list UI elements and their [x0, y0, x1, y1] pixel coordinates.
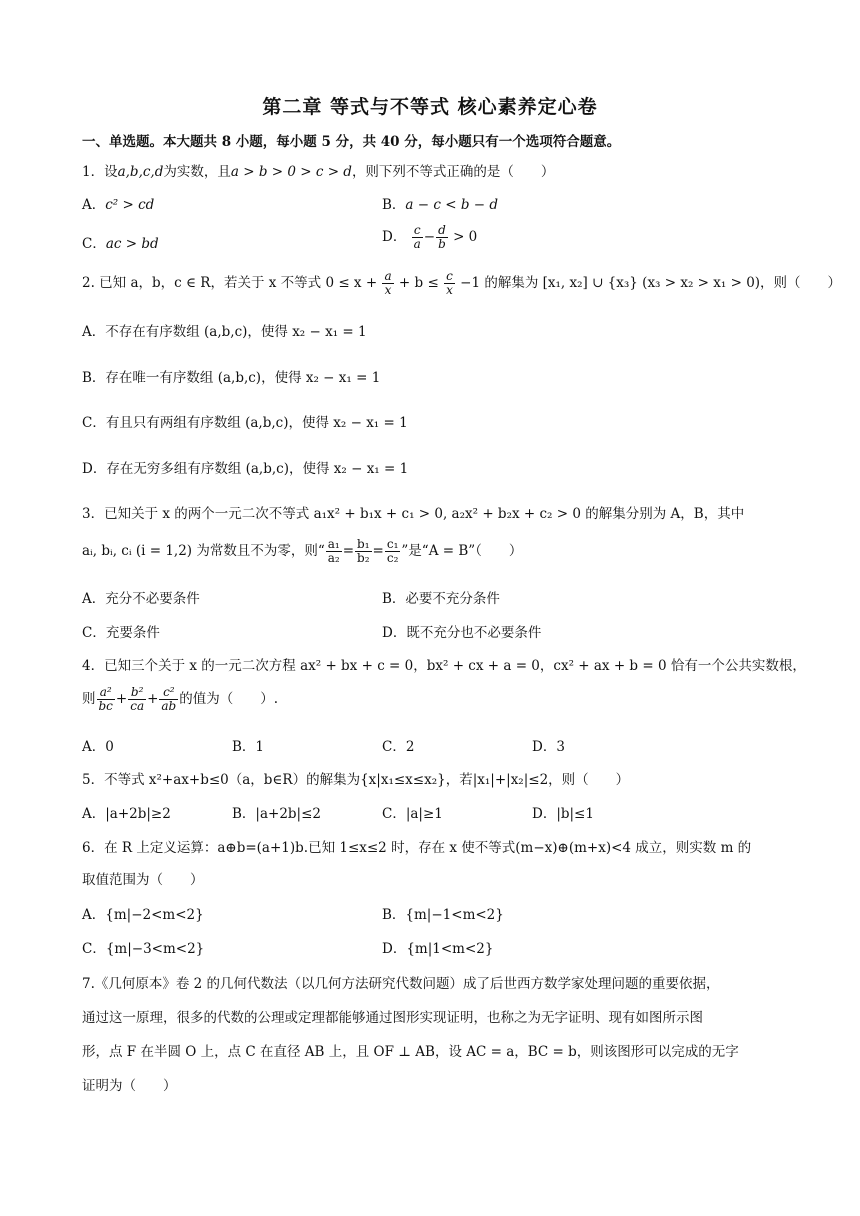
q1-d-den1: a	[413, 237, 421, 251]
question-6-stem-line-2: 取值范围为（ ）	[82, 872, 204, 888]
q4-frac-3	[159, 686, 178, 713]
q1-condition: a > b > 0 > c > d	[230, 164, 352, 180]
q4-f2d: ca	[130, 699, 145, 713]
question-7-line-1: 7.《几何原本》卷 2 的几何代数法（以几何方法研究代数问题）成了后世西方数学家处理问题的重要依据，	[82, 976, 720, 992]
q2-option-a[interactable]: A．不存在有序数组 (a,b,c)，使得 x₂ − x₁ = 1	[82, 324, 367, 340]
q1-option-c-expr: ac > bd	[105, 236, 159, 252]
q3-frac-b	[355, 538, 372, 565]
q4-f3n: c²	[163, 685, 175, 699]
q3-stem-b: ”是“A = B”（ ）	[401, 543, 523, 559]
q3-option-c[interactable]: C．充要条件	[82, 625, 160, 641]
q2-stem-c: −1 的解集为 [x₁, x₂] ∪ {x₃} (x₃ > x₂ > x₁ > 0)，则（ ）	[460, 275, 842, 291]
question-2-stem	[82, 270, 841, 297]
q1-option-b[interactable]	[382, 193, 498, 213]
q1-option-a-expr: c² > cd	[105, 197, 155, 213]
q1-stem-b: 为实数，且	[163, 164, 231, 180]
q1-option-a-label: A．	[82, 197, 106, 213]
q4-option-a[interactable]: A．0	[82, 739, 114, 755]
question-7-line-4: 证明为（ ）	[82, 1078, 177, 1094]
q4-f3d: ab	[161, 699, 177, 713]
q2-frac2-den: x	[446, 283, 453, 297]
q3-option-a[interactable]: A．充分不必要条件	[82, 591, 200, 607]
q1-d-frac-2	[436, 224, 448, 251]
q1-option-d-label: D．	[382, 229, 407, 245]
q2-frac1-den: x	[384, 283, 392, 297]
q6-option-b[interactable]: B．{m|−1<m<2}	[382, 907, 504, 923]
q4-frac-1	[97, 686, 115, 713]
q1-d-rest: > 0	[453, 229, 478, 245]
q3-eq-1: =	[342, 543, 355, 559]
q3-option-b[interactable]: B．必要不充分条件	[382, 591, 500, 607]
q1-option-c[interactable]	[82, 232, 159, 252]
q6-option-a[interactable]: A．{m|−2<m<2}	[82, 907, 204, 923]
q2-option-b[interactable]: B．存在唯一有序数组 (a,b,c)，使得 x₂ − x₁ = 1	[82, 370, 381, 386]
q3-f3d: c₂	[386, 551, 399, 565]
q3-f1d: a₂	[327, 551, 340, 565]
q4-option-b[interactable]: B．1	[232, 739, 265, 755]
question-3-stem-line-1: 3．已知关于 x 的两个一元二次不等式 a₁x² + b₁x + c₁ > 0, a₂x² + b₂x + c₂ > 0 的解集分别为 A，B，其中	[82, 506, 745, 522]
question-7-line-3: 形，点 F 在半圆 O 上，点 C 在直径 AB 上，且 OF ⊥ AB，设 AC = a，BC = b，则该图形可以完成的无字	[82, 1044, 739, 1060]
q1-d-den2: b	[438, 237, 446, 251]
q1-stem-c: ，则下列不等式正确的是（ ）	[351, 164, 555, 180]
q2-option-c[interactable]: C．有且只有两组有序数组 (a,b,c)，使得 x₂ − x₁ = 1	[82, 415, 408, 431]
q6-option-c[interactable]: C．{m|−3<m<2}	[82, 941, 205, 957]
q2-stem-a: 2. 已知 a，b，c ∈ R，若关于 x 不等式 0 ≤ x +	[82, 275, 378, 291]
q3-option-d[interactable]: D．既不充分也不必要条件	[382, 625, 542, 641]
q4-option-c[interactable]: C．2	[382, 739, 415, 755]
q2-frac1-num: a	[384, 269, 392, 283]
q1-d-frac-1	[412, 224, 423, 251]
q5-option-d[interactable]: D．|b|≤1	[532, 806, 594, 822]
q1-option-a[interactable]	[82, 193, 154, 213]
q4-frac-2	[128, 686, 146, 713]
q1-d-num1: c	[413, 223, 421, 237]
q4-stem-a: 则	[82, 691, 96, 707]
q2-frac-1	[382, 270, 393, 297]
question-6-stem-line-1: 6．在 R 上定义运算：a⊕b=(a+1)b.已知 1≤x≤2 时，存在 x 使不等式(m−x)⊕(m+x)<4 成立，则实数 m 的	[82, 840, 752, 856]
question-7-line-2: 通过这一原理，很多的代数的公理或定理都能够通过图形实现证明，也称之为无字证明、现有如图所示图	[82, 1010, 703, 1026]
question-4-stem-line-2	[82, 686, 278, 713]
q2-option-d[interactable]: D．存在无穷多组有序数组 (a,b,c)，使得 x₂ − x₁ = 1	[82, 461, 409, 477]
question-3-stem-line-2	[82, 538, 522, 565]
q4-plus-2: +	[147, 691, 159, 707]
q1-stem-a: 1．设	[82, 164, 118, 180]
q3-f1n: a₁	[327, 537, 340, 551]
q3-f2n: b₁	[357, 537, 370, 551]
question-5-stem: 5．不等式 x²+ax+b≤0（a，b∈R）的解集为{x|x₁≤x≤x₂}，若|x₁|+|x₂|≤2，则（ ）	[82, 772, 630, 788]
q3-f2d: b₂	[357, 551, 370, 565]
q5-option-c[interactable]: C．|a|≥1	[382, 806, 443, 822]
q1-d-minus: −	[423, 229, 436, 245]
q1-option-b-expr: a − c < b − d	[405, 197, 498, 213]
q5-option-b[interactable]: B．|a+2b|≤2	[232, 806, 322, 822]
section-heading: 一、单选题。本大题共 8 小题，每小题 5 分，共 40 分，每小题只有一个选项符合题意。	[82, 134, 621, 150]
q3-stem-a: aᵢ, bᵢ, cᵢ (i = 1,2) 为常数且不为零，则“	[82, 543, 325, 559]
q3-f3n: c₁	[386, 537, 399, 551]
q4-f1d: bc	[98, 699, 113, 713]
q6-option-d[interactable]: D．{m|1<m<2}	[382, 941, 494, 957]
q2-frac2-num: c	[446, 269, 453, 283]
q4-f2n: b²	[130, 685, 144, 699]
q4-plus-1: +	[115, 691, 128, 707]
question-1-stem	[82, 160, 554, 180]
q4-f1n: a²	[99, 685, 112, 699]
q1-option-d[interactable]	[382, 224, 477, 251]
q3-eq-2: =	[372, 543, 384, 559]
question-4-stem-line-1: 4．已知三个关于 x 的一元二次方程 ax² + bx + c = 0，bx² + cx + a = 0，cx² + ax + b = 0 恰有一个公共实数根，	[82, 658, 806, 674]
q1-option-c-label: C．	[82, 236, 106, 252]
q4-option-d[interactable]: D．3	[532, 739, 565, 755]
q1-d-num2: d	[438, 223, 446, 237]
q2-frac-2	[444, 270, 455, 297]
q5-option-a[interactable]: A．|a+2b|≥2	[82, 806, 171, 822]
q1-vars: a,b,c,d	[117, 164, 164, 180]
q3-frac-a	[326, 538, 342, 565]
page-title: 第二章 等式与不等式 核心素养定心卷	[262, 96, 598, 118]
q1-option-b-label: B．	[382, 197, 406, 213]
q2-stem-b: + b ≤	[398, 275, 439, 291]
q3-frac-c	[385, 538, 401, 565]
q4-stem-b: 的值为（ ）.	[179, 691, 279, 707]
